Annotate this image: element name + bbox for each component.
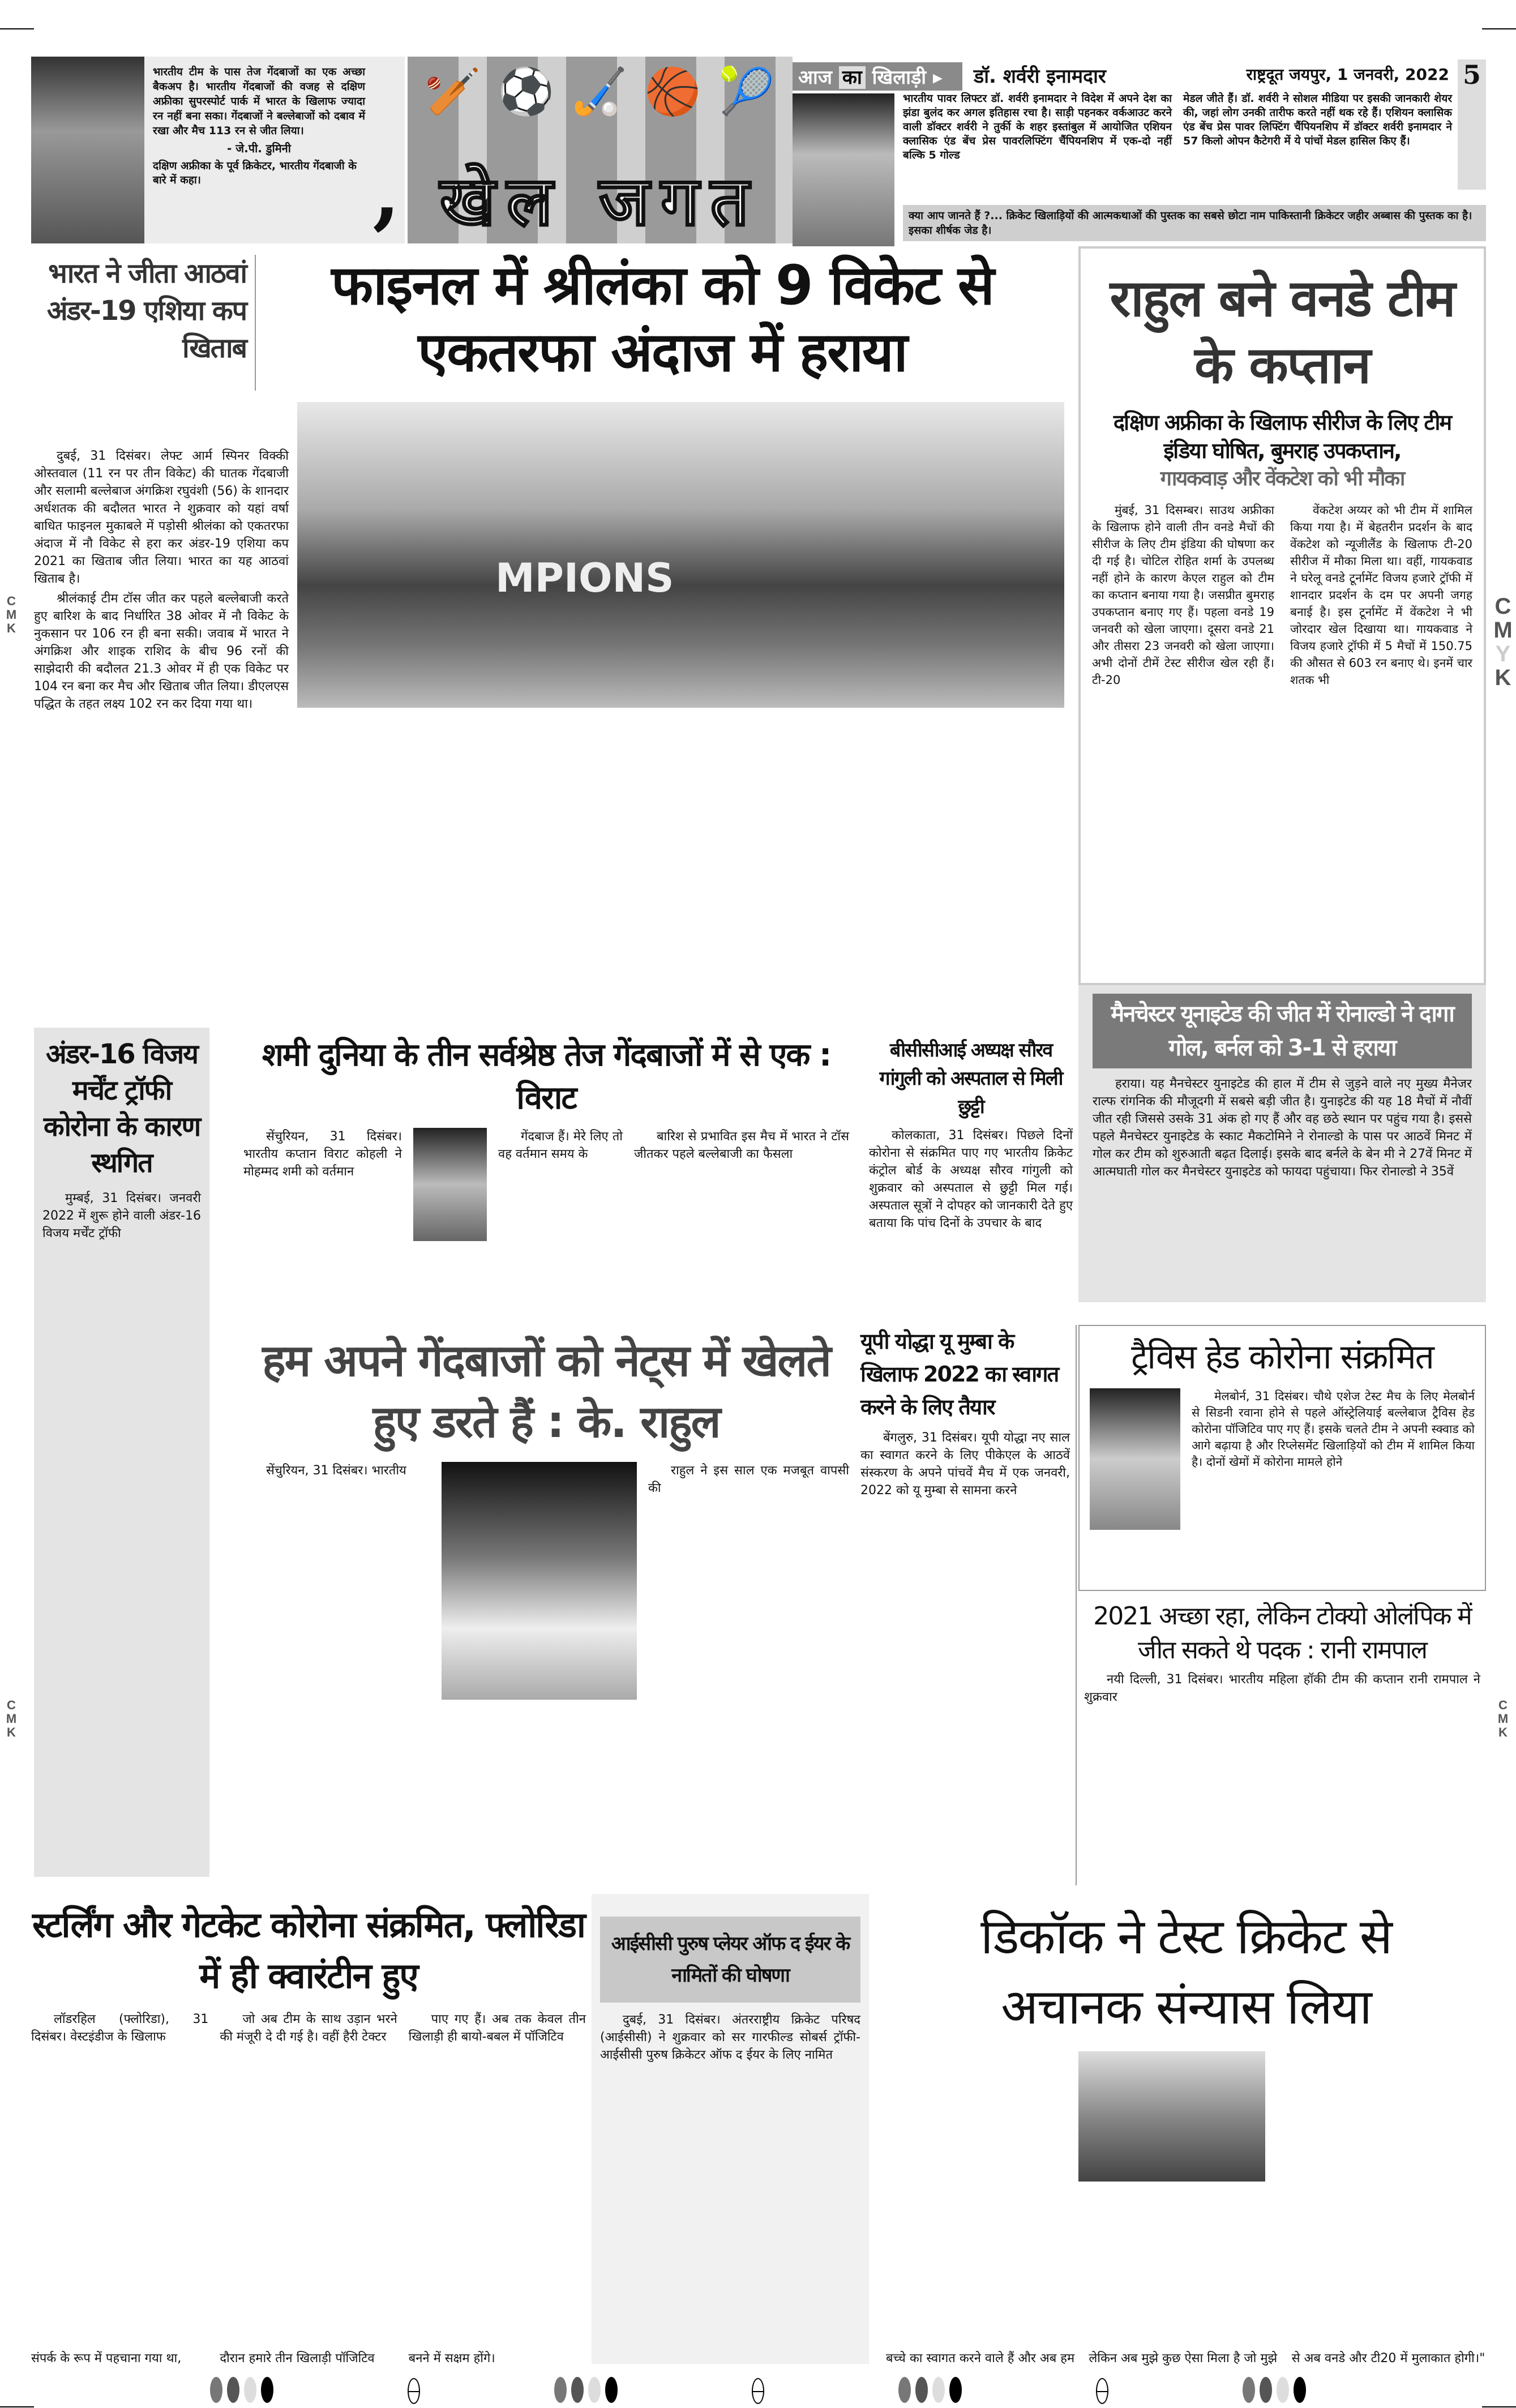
travis-head-story — [1078, 1325, 1486, 1591]
quote-author: - जे.पी. डुमिनी — [227, 142, 291, 155]
shami-body-p2: गेंदबाज हैं। मेरे लिए तो वह वर्तमान समय के — [498, 1130, 623, 1161]
sterling-tail-3: बनने में सक्षम होंगे। — [408, 2351, 495, 2366]
color-bar — [1240, 2377, 1308, 2405]
dekock-tail-3: से अब वनडे और टी20 में मुलाकात होगी।" — [1291, 2351, 1485, 2366]
shami-headline: शमी दुनिया के तीन सर्वश्रेष्ठ तेज गेंदबाजों में से एक : विराट — [262, 1037, 831, 1117]
color-bar — [896, 2377, 964, 2405]
krahul-headline: हम अपने गेंदबाजों को नेट्स में खेलते हुए डरते हैं : के. राहुल — [262, 1336, 830, 1448]
ronaldo-box — [1078, 985, 1486, 1302]
player-label-ka: का — [839, 66, 866, 89]
dekock-story — [886, 1894, 1486, 2375]
player-photo — [793, 93, 894, 246]
rahul-subhead: दक्षिण अफ्रीका के खिलाफ सीरीज के लिए टीम इंडिया घोषित, बुमराह उपकप्तान, — [1113, 410, 1451, 463]
sterling-body-p2: जो अब टीम के साथ उड़ान भरने की मंजूरी दे दी गई है। वहीं हैरी टेक्टर — [220, 2012, 397, 2044]
registration-marks — [0, 2375, 1516, 2407]
crop-mark — [1482, 28, 1516, 29]
dekock-tail-1: बच्चे का स्वागत करने वाले हैं और अब हम — [886, 2351, 1075, 2366]
travis-head-photo — [1090, 1388, 1180, 1530]
sterling-body-p1: लॉडरहिल (फ्लोरिडा), 31 दिसंबर। वेस्टइंडीज के खिलाफ — [31, 2012, 209, 2044]
shami-story — [238, 1030, 855, 1308]
ganguly-story — [869, 1030, 1073, 1302]
cmyk-mark-right-bottom: C M K — [1497, 1698, 1509, 1739]
ganguly-headline: बीसीसीआई अध्यक्ष सौरव गांगुली को अस्पताल से मिली छुट्टी — [879, 1039, 1063, 1118]
duminy-photo — [31, 57, 144, 243]
krahul-story — [238, 1325, 855, 1885]
sterling-tail-1: संपर्क के रूप में पहचाना गया था, — [31, 2351, 182, 2366]
crosshair-mark — [408, 2378, 420, 2404]
section-title: खेल जगत — [439, 162, 761, 241]
under16-headline: अंडर-16 विजय मर्चेंट ट्रॉफी कोरोना के कारण स्थगित — [43, 1038, 200, 1179]
color-bar — [208, 2377, 276, 2405]
crop-mark — [0, 28, 34, 29]
ganguly-body: कोलकाता, 31 दिसंबर। पिछले दिनों कोरोना से संक्रमित पाए गए भारतीय क्रिकेट कंट्रोल बोर्ड के अध्यक्ष सौरव गांगुली को शुक्रवार को अस्पताल से छुट्टी मिल गई। अस्पताल सूत्रों ने दोपहर को जानकारी देते हुए बताया कि पांच दिनों के उपचार के बाद — [869, 1128, 1073, 1230]
up-yoddha-story — [860, 1325, 1070, 1885]
crop-mark — [0, 2406, 34, 2407]
cmyk-mark-left-top: C M K — [6, 594, 17, 635]
rahul-headline: राहुल बने वनडे टीम के कप्तान — [1110, 269, 1455, 395]
main-kicker: भारत ने जीता आठवां अंडर-19 एशिया कप खिताब — [46, 258, 246, 364]
icc-story — [592, 1894, 869, 2364]
icc-body: दुबई, 31 दिसंबर। अंतरराष्ट्रीय क्रिकेट परिषद (आईसीसी) ने शुक्रवार को सर गारफील्ड सोबर्स ट्रॉफी-आईसीसी पुरुष क्रिकेटर ऑफ द ईयर के लिए नामित — [600, 2013, 860, 2062]
quote-context: दक्षिण अफ्रीका के पूर्व क्रिकेटर, भारतीय गेंदबाजी के बारे में कहा। — [153, 160, 357, 186]
kohli-photo — [413, 1128, 487, 1241]
rahul-body-p1: मुंबई, 31 दिसम्बर। साउथ अफ्रीका के खिलाफ होने वाली तीन वनडे मैचों की सीरीज के लिए टीम इंडिया की घोषणा कर दी गई है। चोटिल रोहित शर्मा के उपलब्ध नहीं होने के कारण केएल राहुल को टीम का कप्तान बनाया गया है। जसप्रीत बुमराह उपकप्तान बनाए गए हैं। पहला वनडे 19 जनवरी को खेला जाएगा। दूसरा वनडे 21 और तीसरा 23 जनवरी को खेला जाएगा। अभी दोनों टीमें टेस्ट सीरीज खेल रही हैं। टी-20 — [1092, 503, 1274, 687]
player-label: आज का खिलाड़ी ▸ — [793, 62, 962, 91]
main-body-col1 — [34, 447, 289, 996]
player-label-aaj: आज — [798, 66, 832, 89]
rampal-story — [1078, 1599, 1486, 1885]
main-body-p2: श्रीलंकाई टीम टॉस जीत कर पहले बल्लेबाजी करते हुए बारिश के बाद निर्धारित 38 ओवर में नौ विकेट के नुकसान पर 106 रन ही बना सकी। जवाब में भारत ने अंगक्रिश और शाइक राशिद के बीच 96 रनों की साझेदारी की बदौलत 21.3 ओवर में ही एक विकेट पर 104 रन बना कर मैच और खिताब जीत लिया। डीएलएस पद्धित के तहत लक्ष्य 102 रन कर दिया गया था। — [34, 592, 289, 711]
cmyk-mark-right-top: C M Y K — [1493, 594, 1513, 690]
rahul-body — [1081, 493, 1484, 699]
player-name: डॉ. शर्वरी इनामदार — [974, 65, 1106, 88]
under16-box — [34, 1028, 209, 1877]
dateline: राष्ट्रदूत जयपुर, 1 जनवरी, 2022 — [1246, 65, 1449, 84]
kl-rahul-photo — [442, 1462, 637, 1700]
rahul-body-p2: वेंकटेश अय्यर को भी टीम में शामिल किया गया है। में बेहतरीन प्रदर्शन के बाद वेंकटेश को न्यूजीलैंड के खिलाफ टी-20 सीरीज में मौका मिला था। वहीं, गायकवाड ने घरेलू वनडे टूर्नामेंट विजय हजारे ट्रॉफी में शानदार प्रदर्शन के दम पर अपनी जगह बनाई है। इस टूर्नामेंट में वेंकटेश ने भी जोरदार खेल दिखाया था। गायकवाड ने विजय हजारे ट्रॉफी में 5 मैचों में 150.75 की औसत से 603 रन बनाए थे। इनमें चार शतक भी — [1290, 503, 1472, 687]
rampal-headline: 2021 अच्छा रहा, लेकिन टोक्यो ओलंपिक में जीत सकते थे पदक : रानी रामपाल — [1093, 1602, 1471, 1665]
sterling-body-p3: पाए गए हैं। अब तक केवल तीन खिलाड़ी ही बायो-बबल में पॉजिटिव — [408, 2012, 586, 2044]
main-body-p1: दुबई, 31 दिसंबर। लेफ्ट आर्म स्पिनर विक्की ओस्तवाल (11 रन पर तीन विकेट) की घातक गेंदबाजी और सलामी बल्लेबाज अंगक्रिश रघुवंशी (56) के शानदार अर्धशतक की बदौलत भारत ने शुक्रवार को यहां वर्षा बाधित फाइनल मुकाबले में पड़ोसी श्रीलंका को एकतरफा अंदाज में नौ विकेट से हरा कर अंडर-19 एशिया कप 2021 का खिताब जीत लिया। भारत का यह आठवां खिताब है। — [34, 449, 289, 586]
sports-equipment-icon: 🏏⚽🏑🏀🎾 — [425, 65, 792, 118]
cmyk-mark-left-bottom: C M K — [6, 1698, 17, 1739]
sterling-headline: स्टर्लिंग और गेटकेट कोरोना संक्रमित, फ्लोरिडा में ही क्वारंटीन हुए — [32, 1904, 585, 1996]
rampal-body: नयी दिल्ली, 31 दिसंबर। भारतीय महिला हॉकी टीम की कप्तान रानी रामपाल ने शुक्रवार — [1084, 1673, 1480, 1704]
sterling-story — [31, 1894, 586, 2375]
shami-body-p1: सेंचुरियन, 31 दिसंबर। भारतीय कप्तान विराट कोहली ने मोहम्मद शमी को वर्तमान — [243, 1130, 402, 1179]
dekock-tail-2: लेकिन अब मुझे कुछ ऐसा मिला है जो मुझे — [1089, 2351, 1278, 2366]
crosshair-mark — [1096, 2378, 1108, 2404]
page-number: 5 — [1458, 59, 1486, 190]
champions-banner-text: MPIONS — [495, 555, 674, 601]
crosshair-mark — [752, 2378, 764, 2404]
color-bar — [552, 2377, 620, 2405]
player-of-day — [793, 57, 1489, 246]
quote-mark-icon: , — [372, 146, 400, 239]
quote-text: भारतीय टीम के पास तेज गेंदबाजों का एक अच्छा बैकअप है। भारतीय गेंदबाजों की वजह से दक्षिण अफ्रीका सुपरस्पोर्ट पार्क में भारत के खिलाफ ज्यादा रन नहीं बना सका। गेंदबाजों ने बल्लेबाजों को दबाव में रखा और मैच 113 रन से जीत लिया। — [153, 66, 365, 137]
trivia-box: क्या आप जानते हैं ?... क्रिकेट खिलाड़ियों की आत्मकथाओं की पुस्तक का सबसे छोटा नाम पाकिस्तानी क्रिकेटर जहीर अब्बास की पुस्तक का है। इसका शीर्षक जेड है। — [903, 205, 1486, 241]
team-trophy-photo — [297, 402, 1064, 708]
under16-body: मुम्बई, 31 दिसंबर। जनवरी 2022 में शुरू होने वाली अंडर-16 विजय मर्चेंट ट्रॉफी — [42, 1191, 201, 1241]
player-text-col2: मेडल जीते हैं। डॉ. शर्वरी ने सोशल मीडिया पर इसकी जानकारी शेयर की, जहां लोग उनकी तारीफ करते नहीं थक रहे हैं। एशियन क्लासिक एंड बेंच प्रेस पावर लिफ्टिंग चैंपियनशिप में डॉक्टर शर्वरी इनामदार ने 57 किलो ओपन कैटेगरी में ये पांचों मेडल हासिल किए हैं। — [1183, 92, 1452, 147]
shami-body-p3: बारिश से प्रभावित इस मैच में भारत ने टॉस जीतकर पहले बल्लेबाजी का फैसला — [634, 1130, 849, 1161]
ronaldo-body: हराया। यह मैनचेस्टर युनाइटेड की हाल में टीम से जुड़ने वाले नए मुख्य मैनेजर राल्फ रांगनिक की मौजूदगी में सबसे बड़ी जीत है। युनाइटेड की यह 18 मैचों में नौवीं जीत रही जिससे उसके 31 अंक हो गए हैं और वह छठे स्थान पर पहुंच गया है। इससे पहले मैनचेस्टर युनाइटेड के स्काट मैकटोमिने ने रोनाल्डो के पास पर आठवें मिनट में गोल कर टीम को शुरुआती बढ़त दिलाई। इसके बाद बर्नले के बेन मी ने 27वें मिनट में आत्मघाती गोल कर मैनचेस्टर युनाइटेड को फायदा पहुंचाया। फिर रोनाल्डो ने 35वें — [1093, 1077, 1472, 1179]
de-kock-photo — [1078, 2051, 1265, 2182]
travis-head-body: मेलबोर्न, 31 दिसंबर। चौथे एशेज टेस्ट मैच के लिए मेलबोर्न से सिडनी रवाना होने से पहले ऑस्ट्रेलियाई बल्लेबाज ट्रैविस हेड कोरोना पॉजिटिव पाए गए हैं। इसके चलते टीम ने अपनी स्क्वाड को आगे बढ़ाया है और रिप्लेसमेंट खिलाड़ियों को टीम में शामिल किया है। दोनों खेमों में कोरोना मामले होने — [1192, 1389, 1475, 1469]
krahul-body-p2: राहुल ने इस साल एक मजबूत वापसी की — [648, 1464, 849, 1495]
crop-mark — [1482, 2406, 1516, 2407]
travis-head-headline: ट्रैविस हेड कोरोना संक्रमित — [1131, 1337, 1433, 1377]
section-banner — [408, 57, 793, 243]
rahul-captain-box — [1078, 246, 1486, 985]
player-text-col1: भारतीय पावर लिफ्टर डॉ. शर्वरी इनामदार ने विदेश में अपने देश का झंडा बुलंद कर अगल इतिहास रचा है। साड़ी पहनकर वर्कआउट करने वाली डॉक्टर शर्वरी ने तुर्की के शहर इस्तांबुल में आयोजित एशियन क्लासिक एंड बेंच प्रेस पावरलिफ्टिंग चैंपियनशिप में एक-दो नहीं बल्कि 5 गोल्ड — [903, 92, 1172, 161]
main-headline: फाइनल में श्रीलंका को 9 विकेट से एकतरफा अंदाज में हराया — [331, 254, 993, 384]
dekock-headline: डिकॉक ने टेस्ट क्रिकेट से अचानक संन्यास लिया — [980, 1909, 1391, 2035]
player-label-khiladi: खिलाड़ी — [872, 66, 927, 89]
icc-headline: आईसीसी पुरुष प्लेयर ऑफ द ईयर के नामितों की घोषणा — [600, 1917, 860, 2003]
quote-box — [31, 57, 405, 243]
sterling-tail-2: दौरान हमारे तीन खिलाड़ी पॉजिटिव — [220, 2351, 375, 2366]
ronaldo-headline: मैनचेस्टर यूनाइटेड की जीत में रोनाल्डो ने दागा गोल, बर्नल को 3-1 से हराया — [1093, 994, 1472, 1068]
up-yoddha-body: बेंगलुरु, 31 दिसंबर। यूपी योद्धा नए साल का स्वागत करने के लिए पीकेएल के आठवें संस्करण के अपने पांचवें मैच में एक जनवरी, 2022 को यू मुम्बा से सामना करने — [860, 1431, 1070, 1498]
up-yoddha-headline: यूपी योद्धा यू मुम्बा के खिलाफ 2022 का स्वागत करने के लिए तैयार — [860, 1329, 1059, 1419]
rahul-subhead-2: गायकवाड़ और वेंकटेश को भी मौका — [1160, 467, 1404, 490]
krahul-body-p1: सेंचुरियन, 31 दिसंबर। भारतीय — [266, 1464, 406, 1478]
